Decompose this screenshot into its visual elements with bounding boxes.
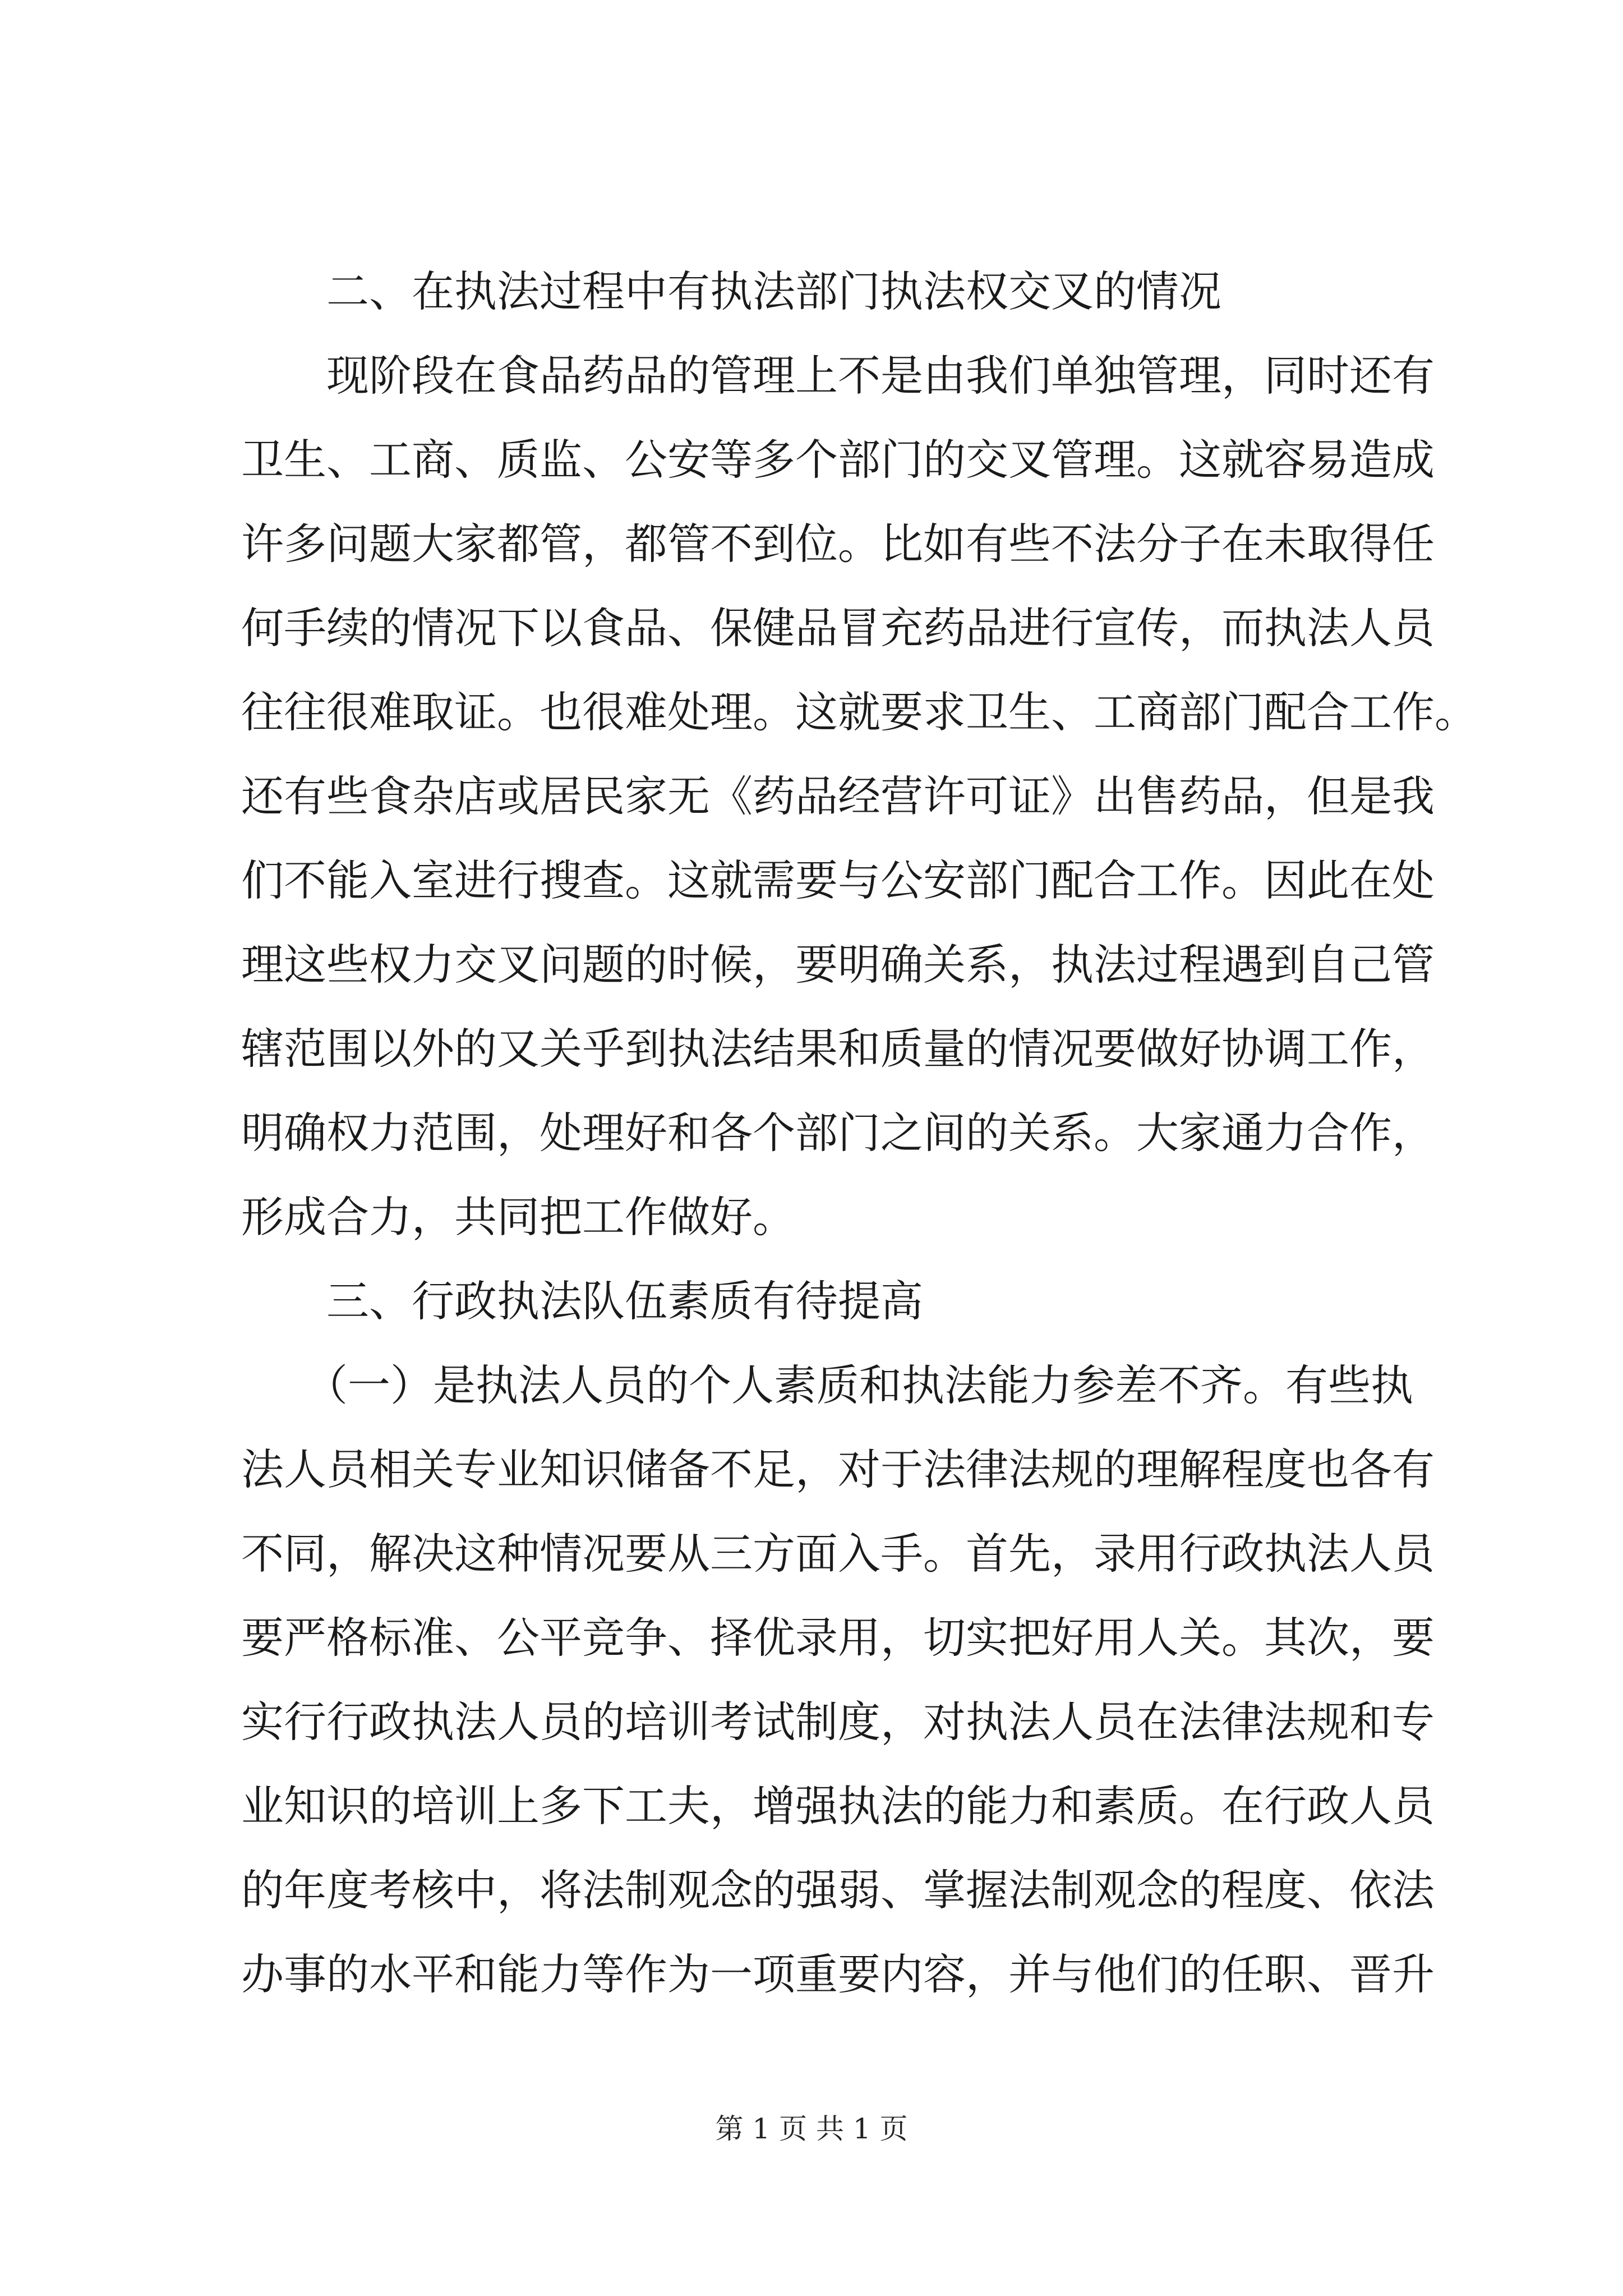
document-line: 办事的水平和能力等作为一项重要内容，并与他们的任职、晋升: [241, 1949, 1435, 1999]
document-line: 二、在执法过程中有执法部门执法权交叉的情况: [326, 266, 1221, 316]
document-line: （一）是执法人员的个人素质和执法能力参差不齐。有些执: [305, 1360, 1413, 1410]
document-line: 卫生、工商、质监、公安等多个部门的交叉管理。这就容易造成: [241, 435, 1435, 485]
document-line: 辖范围以外的又关乎到执法结果和质量的情况要做好协调工作，: [241, 1024, 1435, 1074]
document-line: 的年度考核中，将法制观念的强弱、掌握法制观念的程度、依法: [241, 1865, 1435, 1915]
document-line: 何手续的情况下以食品、保健品冒充药品进行宣传，而执法人员: [241, 603, 1435, 653]
document-line: 理这些权力交叉问题的时候，要明确关系，执法过程遇到自己管: [241, 940, 1435, 990]
document-line: 还有些食杂店或居民家无《药品经营许可证》出售药品，但是我: [241, 771, 1435, 821]
document-line: 不同，解决这种情况要从三方面入手。首先，录用行政执法人员: [241, 1529, 1435, 1579]
document-line: 形成合力，共同把工作做好。: [241, 1192, 795, 1242]
document-line: 三、行政执法队伍素质有待提高: [326, 1276, 923, 1326]
page-footer: 第 1 页 共 1 页: [715, 2113, 908, 2145]
document-line: 往往很难取证。也很难处理。这就要求卫生、工商部门配合工作。: [241, 687, 1477, 737]
document-line: 现阶段在食品药品的管理上不是由我们单独管理，同时还有: [326, 351, 1435, 401]
document-line: 们不能入室进行搜查。这就需要与公安部门配合工作。因此在处: [241, 855, 1435, 905]
document-line: 法人员相关专业知识储备不足，对于法律法规的理解程度也各有: [241, 1444, 1435, 1494]
document-line: 要严格标准、公平竞争、择优录用，切实把好用人关。其次，要: [241, 1613, 1435, 1663]
document-line: 业知识的培训上多下工夫，增强执法的能力和素质。在行政人员: [241, 1781, 1435, 1831]
document-line: 实行行政执法人员的培训考试制度，对执法人员在法律法规和专: [241, 1697, 1435, 1747]
document-line: 许多问题大家都管，都管不到位。比如有些不法分子在未取得任: [241, 519, 1435, 569]
document-line: 明确权力范围，处理好和各个部门之间的关系。大家通力合作，: [241, 1108, 1435, 1158]
